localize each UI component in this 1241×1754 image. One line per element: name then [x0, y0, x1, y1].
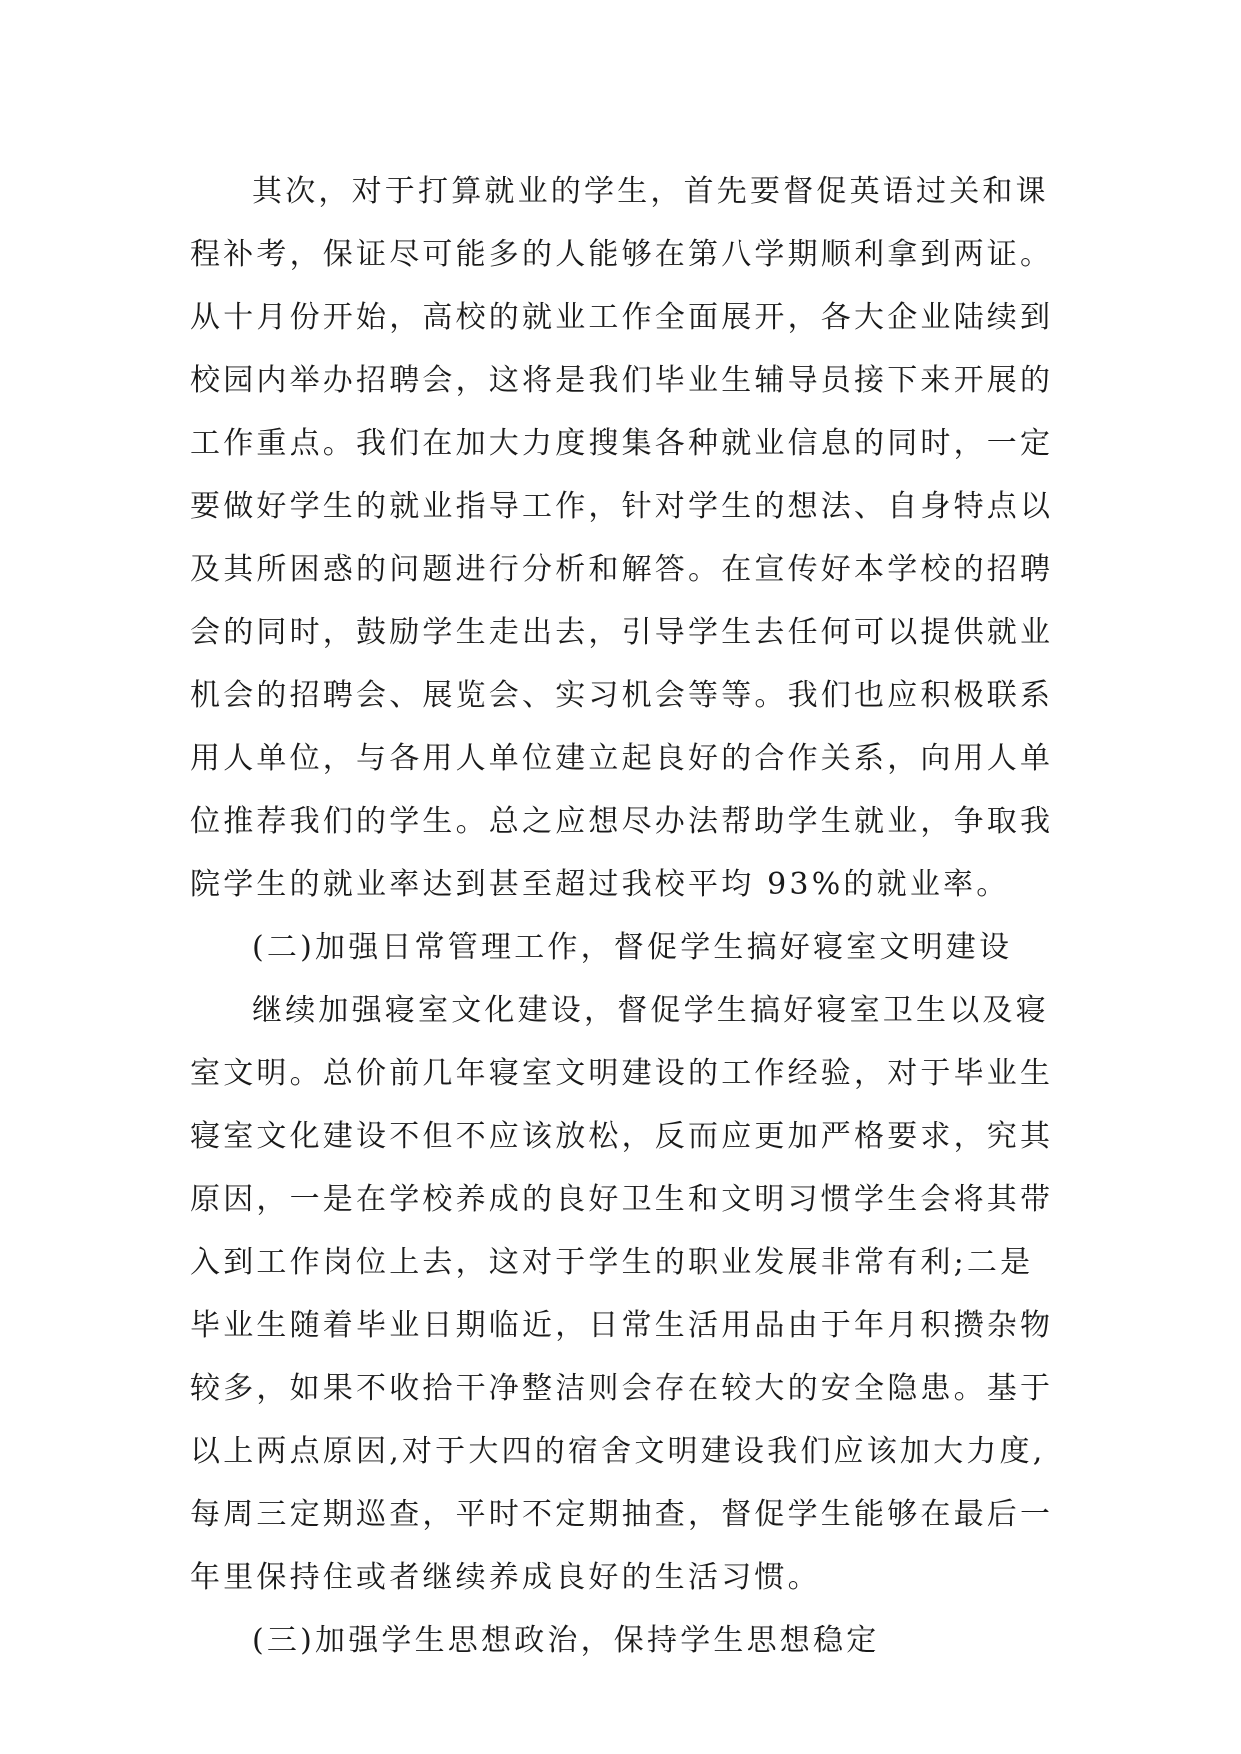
paragraph-line: 会的同时，鼓励学生走出去，引导学生去任何可以提供就业 [190, 615, 1054, 650]
section-heading: (三)加强学生思想政治，保持学生思想稳定 [252, 1623, 880, 1658]
paragraph-line: 及其所困惑的问题进行分析和解答。在宣传好本学校的招聘 [190, 552, 1054, 587]
paragraph-line: 每周三定期巡查，平时不定期抽查，督促学生能够在最后一 [190, 1497, 1054, 1532]
document-body [190, 160, 1070, 1672]
paragraph-line: 寝室文化建设不但不应该放松，反而应更加严格要求，究其 [190, 1119, 1054, 1154]
paragraph-line: 工作重点。我们在加大力度搜集各种就业信息的同时，一定 [190, 426, 1054, 461]
paragraph-line: 毕业生随着毕业日期临近，日常生活用品由于年月积攒杂物 [190, 1308, 1054, 1343]
paragraph-line: 从十月份开始，高校的就业工作全面展开，各大企业陆续到 [190, 300, 1054, 335]
paragraph-line: 院学生的就业率达到甚至超过我校平均 93%的就业率。 [190, 867, 1010, 902]
paragraph-line: 程补考，保证尽可能多的人能够在第八学期顺利拿到两证。 [190, 237, 1054, 272]
section-heading: (二)加强日常管理工作，督促学生搞好寝室文明建设 [252, 930, 1013, 965]
paragraph-line: 以上两点原因,对于大四的宿舍文明建设我们应该加大力度, [190, 1434, 1046, 1469]
paragraph-line: 其次，对于打算就业的学生，首先要督促英语过关和课 [252, 174, 1049, 209]
paragraph-line: 年里保持住或者继续养成良好的生活习惯。 [190, 1560, 821, 1595]
paragraph-line: 校园内举办招聘会，这将是我们毕业生辅导员接下来开展的 [190, 363, 1054, 398]
paragraph-line: 用人单位，与各用人单位建立起良好的合作关系，向用人单 [190, 741, 1054, 776]
paragraph-line: 位推荐我们的学生。总之应想尽办法帮助学生就业，争取我 [190, 804, 1054, 839]
paragraph-line: 入到工作岗位上去，这对于学生的职业发展非常有利;二是 [190, 1245, 1034, 1280]
paragraph-line: 机会的招聘会、展览会、实习机会等等。我们也应积极联系 [190, 678, 1054, 713]
paragraph-line: 继续加强寝室文化建设，督促学生搞好寝室卫生以及寝 [252, 993, 1049, 1028]
paragraph-line: 室文明。总价前几年寝室文明建设的工作经验，对于毕业生 [190, 1056, 1054, 1091]
paragraph-line: 原因，一是在学校养成的良好卫生和文明习惯学生会将其带 [190, 1182, 1054, 1217]
paragraph-line: 要做好学生的就业指导工作，针对学生的想法、自身特点以 [190, 489, 1054, 524]
paragraph-line: 较多，如果不收拾干净整洁则会存在较大的安全隐患。基于 [190, 1371, 1054, 1406]
